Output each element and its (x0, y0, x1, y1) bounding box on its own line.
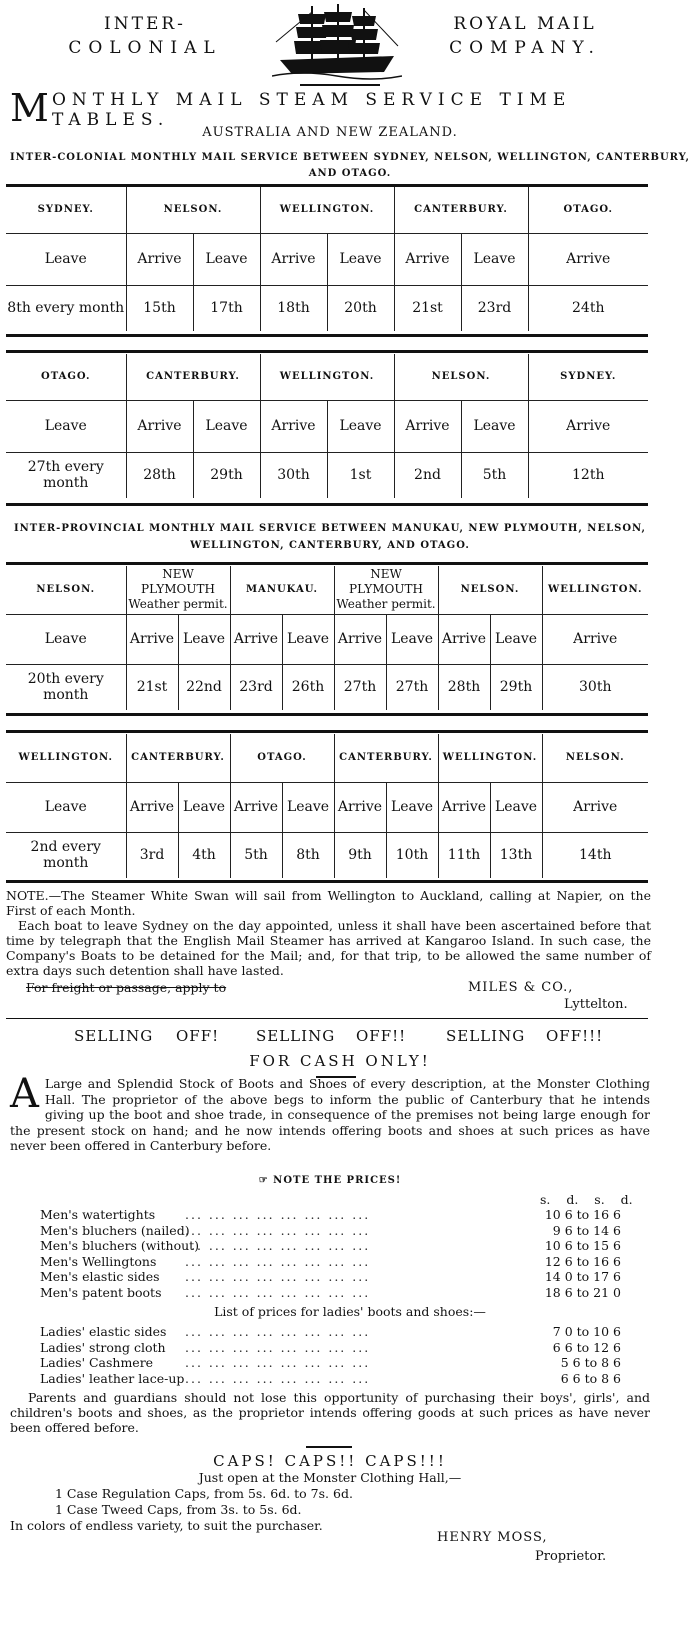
leader-dots: ... ... ... ... ... ... ... ... (185, 1339, 371, 1355)
leader-dots: ... ... ... ... ... ... ... ... (185, 1284, 371, 1300)
arrive-label: Arrive (394, 233, 461, 285)
date-cell: 5th (230, 832, 282, 878)
title-text: ONTHLY MAIL STEAM SERVICE TIME TABLES. (52, 90, 572, 130)
leave-label: Leave (178, 614, 230, 664)
port-header: SYDNEY. (37, 204, 94, 216)
item-name: Men's elastic sides (40, 1269, 160, 1284)
date-cell: 29th (193, 452, 260, 498)
leave-label: Leave (461, 233, 528, 285)
divider (6, 880, 648, 883)
off-word: OFF!!! (546, 1027, 604, 1045)
price-row (40, 1238, 640, 1254)
leave-label: Leave (461, 400, 528, 452)
leader-dots: ... ... ... ... ... ... ... ... (185, 1222, 371, 1238)
leave-label: Leave (327, 233, 394, 285)
price-row (40, 1285, 640, 1301)
divider (6, 334, 648, 337)
arrive-label: Arrive (542, 614, 648, 664)
leave-label: Leave (386, 782, 438, 832)
date-cell: 5th (461, 452, 528, 498)
leave-label: Leave (6, 782, 126, 832)
item-name: Men's bluchers (without) (40, 1238, 200, 1253)
price-row (40, 1269, 640, 1285)
masthead-right (430, 12, 620, 60)
date-cell: 15th (126, 285, 193, 331)
agent-name: MILES & CO., (468, 980, 574, 995)
item-name: Ladies' Cashmere (40, 1355, 154, 1370)
ship-icon (272, 2, 402, 82)
arrive-label: Arrive (126, 400, 193, 452)
arrive-label: Arrive (542, 782, 648, 832)
selling-word: SELLING (256, 1027, 336, 1045)
port-header: MANUKAU. (230, 566, 334, 614)
arrive-label: Arrive (438, 782, 490, 832)
leader-dots: ... ... ... ... ... ... ... ... (185, 1355, 371, 1370)
note-paragraph: NOTE.—The Steamer White Swan will sail from Wellington to Auckland, calling at Napier, on the First of each Month. (6, 888, 651, 918)
date-cell: 27th every month (6, 452, 126, 498)
item-name: Ladies' elastic sides (40, 1324, 167, 1339)
date-cell: 23rd (461, 285, 528, 331)
caps-heading: CAPS! CAPS!! CAPS!!! (213, 1452, 447, 1470)
port-header: NELSON. (126, 187, 260, 233)
date-cell: 12th (528, 452, 648, 498)
page-title (10, 88, 690, 128)
item-price: 7 0 to 10 6 (552, 1324, 621, 1339)
masthead-left-line2: COLONIAL (68, 38, 222, 58)
item-name: Men's watertights (40, 1207, 156, 1222)
item-name: Men's bluchers (nailed) (40, 1222, 190, 1238)
item-price: 10 6 to 15 6 (544, 1238, 621, 1253)
port-header: NELSON. (36, 584, 96, 596)
leave-label: Leave (6, 233, 126, 285)
port-header: WELLINGTON. (260, 187, 394, 233)
mens-price-list (40, 1207, 640, 1300)
leader-dots: ... ... ... ... ... ... ... ... (185, 1370, 371, 1386)
port-header: SYDNEY. (528, 354, 648, 400)
price-row (40, 1223, 640, 1239)
signature-name: HENRY MOSS, (437, 1530, 548, 1545)
divider (306, 1446, 352, 1448)
caps-subheading: Just open at the Monster Clothing Hall,— (198, 1470, 462, 1485)
date-cell: 23rd (230, 664, 282, 710)
date-cell: 11th (438, 832, 490, 878)
date-cell: 26th (282, 664, 334, 710)
date-cell: 28th (438, 664, 490, 710)
date-cell: 30th (260, 452, 327, 498)
port-header: OTAGO. (528, 187, 648, 233)
price-row (40, 1324, 640, 1340)
port-header: NELSON. (438, 566, 542, 614)
date-cell: 10th (386, 832, 438, 878)
leave-label: Leave (490, 614, 542, 664)
divider (6, 1018, 648, 1019)
leave-label: Leave (193, 233, 260, 285)
date-cell: 20th (327, 285, 394, 331)
date-cell: 30th (542, 664, 648, 710)
ad-drop-cap: A (10, 1071, 39, 1117)
freight-text: For freight or passage, apply to (26, 980, 227, 995)
pointing-hand-icon: ☞ (258, 1175, 269, 1186)
item-price: 12 6 to 16 6 (544, 1253, 621, 1269)
date-cell: 8th (282, 832, 334, 878)
arrive-label: Arrive (260, 400, 327, 452)
intercolonial-heading (0, 150, 700, 182)
arrive-label: Arrive (260, 233, 327, 285)
arrive-label: Arrive (230, 614, 282, 664)
port-header: WELLINGTON. (18, 752, 113, 764)
item-price: 6 6 to 12 6 (552, 1339, 621, 1355)
item-name: Men's patent boots (40, 1284, 162, 1300)
caps-item: 1 Case Tweed Caps, from 3s. to 5s. 6d. (55, 1502, 302, 1517)
item-price: 14 0 to 17 6 (544, 1269, 621, 1284)
date-cell: 18th (260, 285, 327, 331)
item-price: 18 6 to 21 0 (544, 1284, 621, 1300)
interprovincial-line2: WELLINGTON, CANTERBURY, AND OTAGO. (190, 540, 470, 551)
agent-place: Lyttelton. (564, 997, 628, 1012)
port-header: CANTERBURY. (126, 354, 260, 400)
price-row (40, 1340, 640, 1356)
divider (6, 730, 648, 733)
date-cell: 13th (490, 832, 542, 878)
caps-variety-text: In colors of endless variety, to suit the purchaser. (10, 1518, 323, 1533)
item-name: Ladies' leather lace-up (40, 1370, 185, 1386)
leave-label: Leave (327, 400, 394, 452)
port-header: WELLINGTON. (438, 734, 542, 782)
date-cell: 4th (178, 832, 230, 878)
arrive-label: Arrive (230, 782, 282, 832)
arrive-label: Arrive (126, 614, 178, 664)
date-cell: 3rd (126, 832, 178, 878)
timetable-wellington-nelson (6, 734, 648, 878)
port-name: NEW PLYMOUTH (349, 567, 423, 597)
port-header: NELSON. (542, 734, 648, 782)
masthead (0, 0, 700, 90)
date-cell: 21st (126, 664, 178, 710)
port-header (334, 566, 438, 614)
intercolonial-line1: INTER-COLONIAL MONTHLY MAIL SERVICE BETWEEN SYDNEY, NELSON, WELLINGTON, CANTERBURY, (9, 152, 691, 163)
leave-label: Leave (282, 782, 334, 832)
note-prices-text: NOTE THE PRICES! (273, 1175, 402, 1186)
timetable-sydney-otago (6, 187, 648, 331)
leader-dots: ... ... ... ... ... ... ... ... (185, 1269, 371, 1284)
item-price: 9 6 to 14 6 (552, 1222, 621, 1238)
arrive-label: Arrive (126, 782, 178, 832)
item-name: Men's Wellingtons (40, 1253, 157, 1269)
divider (300, 84, 380, 86)
steamer-note (6, 888, 651, 978)
date-cell: 2nd every month (6, 832, 126, 878)
date-cell: 8th every month (6, 285, 126, 331)
arrive-label: Arrive (334, 782, 386, 832)
leader-dots: ... ... ... ... ... ... ... ... (185, 1253, 371, 1269)
price-row (40, 1371, 640, 1387)
port-header: CANTERBURY. (126, 734, 230, 782)
note-paragraph: Each boat to leave Sydney on the day appointed, unless it shall have been ascertained before that time by telegraph that the English Mail Steamer has arrived at Kangaroo Island. In such case, the Company's Boats to be detained for the Mail; and, for that trip, to be allowed the same number of extra days such detention shall have lasted. (6, 918, 651, 978)
date-cell: 27th (386, 664, 438, 710)
item-price: 10 6 to 16 6 (544, 1207, 621, 1222)
price-row (40, 1207, 640, 1223)
arrive-label: Arrive (528, 400, 648, 452)
divider (6, 503, 648, 506)
masthead-right-line1: ROYAL MAIL (453, 14, 597, 34)
leave-label: Leave (490, 782, 542, 832)
port-header: WELLINGTON. (260, 354, 394, 400)
selling-word: SELLING (446, 1027, 526, 1045)
freight-notice (6, 980, 646, 1014)
off-word: OFF! (176, 1027, 220, 1045)
caps-item: 1 Case Regulation Caps, from 5s. 6d. to 7s. 6d. (55, 1486, 353, 1501)
port-header: CANTERBURY. (394, 187, 528, 233)
item-price: 5 6 to 8 6 (560, 1355, 621, 1370)
leave-label: Leave (6, 400, 126, 452)
masthead-right-line2: COMPANY. (449, 38, 601, 58)
boots-advertisement (10, 1071, 650, 1154)
port-header: OTAGO. (40, 371, 91, 383)
title-drop-cap: M (10, 86, 49, 130)
arrive-label: Arrive (334, 614, 386, 664)
leader-dots: ... ... ... ... ... ... ... ... (185, 1238, 371, 1253)
parents-paragraph: Parents and guardians should not lose this opportunity of purchasing their boys', girls', and children's boots and shoes, as the proprietor intends offering goods at such prices as have never been offered before. (10, 1390, 650, 1435)
date-cell: 17th (193, 285, 260, 331)
intercolonial-line2: AND OTAGO. (308, 168, 392, 179)
ladies-price-list (40, 1324, 640, 1386)
port-name: NEW PLYMOUTH (141, 567, 215, 597)
arrive-label: Arrive (438, 614, 490, 664)
weather-note: Weather permit. (336, 597, 436, 612)
note-prices-heading (0, 1175, 660, 1186)
subtitle: AUSTRALIA AND NEW ZEALAND. (202, 125, 458, 140)
leave-label: Leave (282, 614, 334, 664)
weather-note: Weather permit. (128, 597, 228, 612)
ladies-heading: List of prices for ladies' boots and shoes:— (214, 1304, 486, 1319)
date-cell: 29th (490, 664, 542, 710)
interprovincial-heading (0, 520, 660, 554)
date-cell: 9th (334, 832, 386, 878)
date-cell: 1st (327, 452, 394, 498)
off-word: OFF!! (356, 1027, 407, 1045)
leave-label: Leave (193, 400, 260, 452)
interprovincial-line1: INTER-PROVINCIAL MONTHLY MAIL SERVICE BETWEEN MANUKAU, NEW PLYMOUTH, NELSON, (13, 523, 647, 534)
for-cash-only: FOR CASH ONLY! (249, 1052, 431, 1070)
selling-word: SELLING (74, 1027, 154, 1045)
port-header (126, 566, 230, 614)
date-cell: 24th (528, 285, 648, 331)
item-price: 6 6 to 8 6 (560, 1370, 621, 1386)
masthead-left-line1: INTER- (104, 14, 186, 34)
port-header: OTAGO. (230, 734, 334, 782)
divider (6, 562, 648, 565)
leader-dots: ... ... ... ... ... ... ... ... (185, 1207, 371, 1222)
port-header: WELLINGTON. (542, 566, 648, 614)
divider (6, 350, 648, 353)
port-header: NELSON. (394, 354, 528, 400)
date-cell: 28th (126, 452, 193, 498)
date-cell: 14th (542, 832, 648, 878)
date-cell: 22nd (178, 664, 230, 710)
leave-label: Leave (6, 614, 126, 664)
date-cell: 20th every month (6, 664, 126, 710)
arrive-label: Arrive (528, 233, 648, 285)
timetable-otago-sydney (6, 354, 648, 498)
price-row (40, 1355, 640, 1371)
timetable-nelson-wellington (6, 566, 648, 710)
arrive-label: Arrive (394, 400, 461, 452)
price-row (40, 1254, 640, 1270)
item-name: Ladies' strong cloth (40, 1339, 166, 1355)
masthead-left (65, 12, 225, 60)
arrive-label: Arrive (126, 233, 193, 285)
leader-dots: ... ... ... ... ... ... ... ... (185, 1324, 371, 1339)
date-cell: 2nd (394, 452, 461, 498)
price-column-header: s. d. s. d. (540, 1192, 633, 1207)
divider (6, 713, 648, 716)
date-cell: 27th (334, 664, 386, 710)
leave-label: Leave (178, 782, 230, 832)
ad-text: Large and Splendid Stock of Boots and Shoes of every description, at the Monster Clothing Hall. The proprietor of the above begs to inform the public of Canterbury that he intends giving up the boot and shoe trade, in consequence of the premises not being large enough for the present stock on hand; and he now intends offering boots and shoes at such prices as have never been offered in Canterbury before. (10, 1076, 650, 1153)
port-header: CANTERBURY. (334, 734, 438, 782)
date-cell: 21st (394, 285, 461, 331)
signature-title: Proprietor. (535, 1549, 607, 1564)
leave-label: Leave (386, 614, 438, 664)
